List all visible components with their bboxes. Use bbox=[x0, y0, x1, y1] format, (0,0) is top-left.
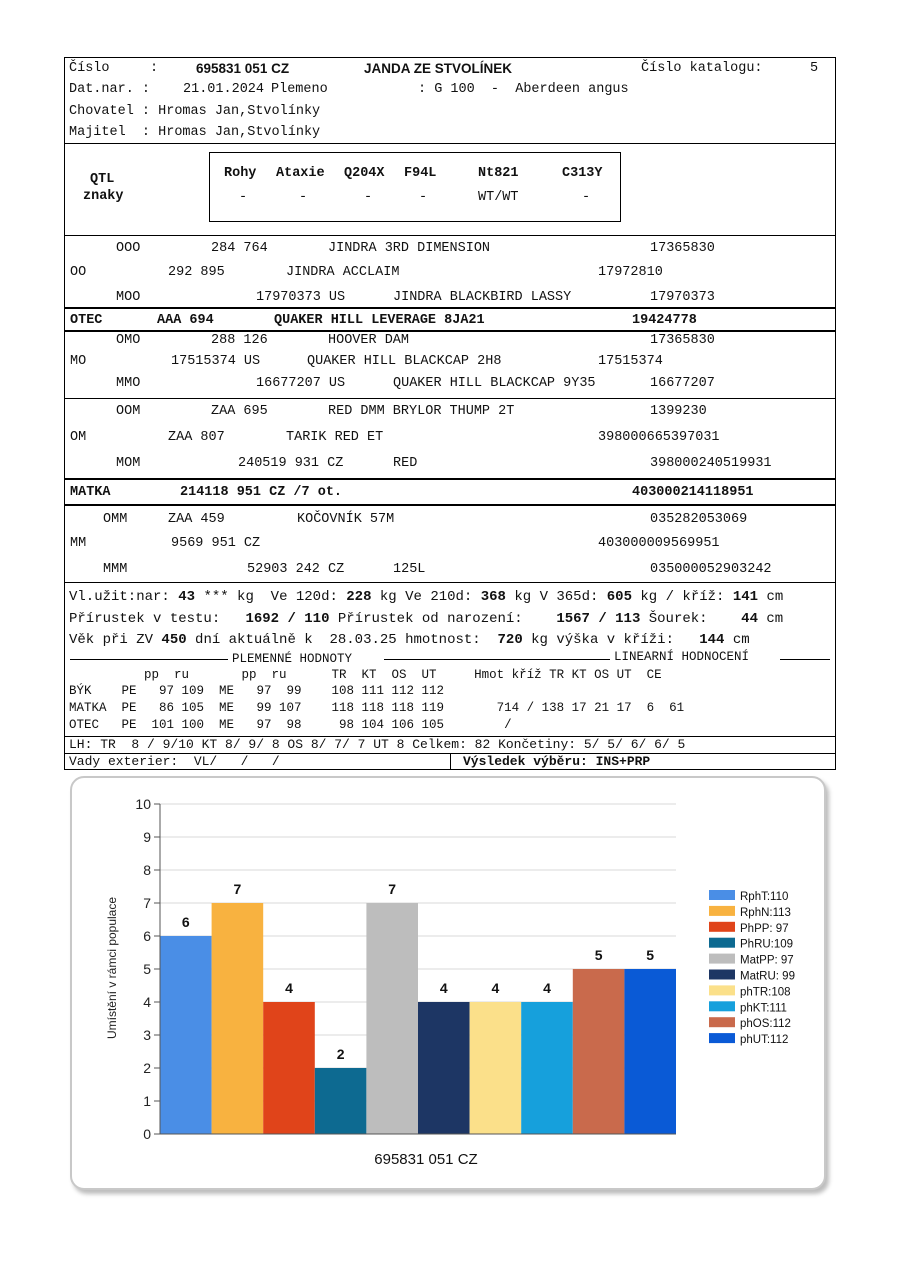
cislo-label: Číslo bbox=[69, 61, 110, 76]
bar-value-label: 5 bbox=[646, 947, 655, 963]
ped-moo-reg: 17970373 bbox=[650, 290, 715, 305]
y-tick-label: 7 bbox=[143, 895, 151, 911]
qtl-col-f94l: F94L bbox=[404, 166, 437, 181]
bar-value-label: 4 bbox=[491, 980, 500, 996]
legend-swatch bbox=[709, 922, 735, 932]
ped-oom-reg: 1399230 bbox=[650, 404, 707, 419]
y-tick-label: 9 bbox=[143, 829, 151, 845]
bar-value-label: 5 bbox=[594, 947, 603, 963]
breeding-subheader: pp ru pp ru TR KT OS UT Hmot kříž TR KT OS UT CE bbox=[69, 668, 662, 682]
ped-omm-code: OMM bbox=[103, 512, 128, 527]
bar-value-label: 2 bbox=[336, 1046, 345, 1062]
y-tick-label: 5 bbox=[143, 961, 151, 977]
bar-value-label: 6 bbox=[181, 914, 190, 930]
performance-weights: Vl.užit:nar: 43 *** kg Ve 120d: 228 kg Ve 210d: 368 kg V 365d: 605 kg / kříž: 141 cm bbox=[69, 589, 784, 605]
qtl-val-c313y: - bbox=[582, 190, 591, 205]
legend-swatch bbox=[709, 938, 735, 948]
ped-mmo-id: 16677207 US bbox=[256, 376, 346, 391]
animal-name: JANDA ZE STVOLÍNEK bbox=[364, 61, 513, 76]
x-axis-label: 695831 051 CZ bbox=[374, 1151, 478, 1168]
ped-om-code: OM bbox=[70, 430, 87, 445]
breeder: Chovatel : Hromas Jan,Stvolínky bbox=[69, 104, 321, 119]
ped-ooo-id: 284 764 bbox=[211, 241, 268, 256]
animal-number: 695831 051 CZ bbox=[196, 61, 290, 76]
legend-swatch bbox=[709, 890, 735, 900]
exterior-defects: Vady exterier: VL/ / / bbox=[69, 754, 280, 769]
y-tick-label: 10 bbox=[135, 796, 151, 812]
legend-entry: RphT:110 bbox=[740, 891, 789, 903]
ped-mom-code: MOM bbox=[116, 456, 141, 471]
bar-2 bbox=[212, 903, 264, 1134]
ped-oom-id: ZAA 695 bbox=[211, 404, 268, 419]
ped-mm-id: 9569 951 CZ bbox=[171, 536, 261, 551]
ped-mo-code: MO bbox=[70, 354, 87, 369]
bar-10 bbox=[624, 969, 676, 1134]
qtl-val-nt821: WT/WT bbox=[478, 190, 519, 205]
ped-ooo-name: JINDRA 3RD DIMENSION bbox=[328, 241, 491, 256]
ped-mo-name: QUAKER HILL BLACKCAP 2H8 bbox=[307, 354, 502, 369]
bar-value-label: 4 bbox=[543, 980, 551, 996]
ped-mmm-reg: 035000052903242 bbox=[650, 562, 772, 577]
ped-oom-name: RED DMM BRYLOR THUMP 2T bbox=[328, 404, 515, 419]
ped-ooo-code: OOO bbox=[116, 241, 141, 256]
legend-swatch bbox=[709, 1033, 735, 1043]
ped-ooo-reg: 17365830 bbox=[650, 241, 715, 256]
legend-entry: phOS:112 bbox=[740, 1018, 791, 1031]
legend-entry: phUT:112 bbox=[740, 1034, 789, 1047]
bar-value-label: 4 bbox=[285, 980, 293, 996]
ped-mmm-code: MMM bbox=[103, 562, 128, 577]
bar-value-label: 7 bbox=[388, 881, 397, 897]
bar-value-label: 4 bbox=[439, 980, 448, 996]
ped-omo-reg: 17365830 bbox=[650, 333, 715, 348]
y-tick-label: 2 bbox=[143, 1060, 151, 1076]
linear-eval-title: LINEARNÍ HODNOCENÍ bbox=[614, 650, 750, 664]
ped-matka-code: MATKA bbox=[70, 485, 111, 500]
ped-mmo-code: MMO bbox=[116, 376, 141, 391]
qtl-val-f94l: - bbox=[419, 190, 428, 205]
legend-entry: MatRU: 99 bbox=[740, 970, 795, 983]
bar-6 bbox=[418, 1002, 470, 1134]
qtl-col-nt821: Nt821 bbox=[478, 166, 519, 181]
catalog-label: Číslo katalogu: bbox=[641, 61, 763, 76]
qtl-col-ataxie: Ataxie bbox=[276, 166, 325, 181]
legend-entry: PhRU:109 bbox=[740, 938, 794, 951]
cislo-colon: : bbox=[150, 61, 159, 76]
ped-omm-id: ZAA 459 bbox=[168, 512, 225, 527]
ped-omm-reg: 035282053069 bbox=[650, 512, 748, 527]
qtl-val-q204x: - bbox=[364, 190, 373, 205]
legend-entry: RphN:113 bbox=[740, 906, 791, 919]
birth-date-label: Dat.nar. : bbox=[69, 82, 151, 97]
performance-gain: Přírustek v testu: 1692 / 110 Přírustek od narození: 1567 / 113 Šourek: 44 cm bbox=[69, 611, 784, 627]
legend-swatch bbox=[709, 1001, 735, 1011]
legend-swatch bbox=[709, 906, 735, 916]
legend-swatch bbox=[709, 970, 735, 980]
bar-4 bbox=[315, 1068, 367, 1134]
ped-oo-reg: 17972810 bbox=[598, 265, 663, 280]
breeding-row-byk: BÝK PE 97 109 ME 97 99 108 111 112 112 bbox=[69, 684, 445, 698]
linear-scores: LH: TR 8 / 9/10 KT 8/ 9/ 8 OS 8/ 7/ 7 UT 8 Celkem: 82 Končetiny: 5/ 5/ 6/ 6/ 5 bbox=[69, 737, 686, 752]
qtl-val-ataxie: - bbox=[299, 190, 308, 205]
ped-mm-code: MM bbox=[70, 536, 87, 551]
ped-oom-code: OOM bbox=[116, 404, 141, 419]
breeding-values-title: PLEMENNÉ HODNOTY bbox=[232, 652, 353, 666]
breed-value: : G 100 - Aberdeen angus bbox=[418, 82, 629, 97]
catalog-number: 5 bbox=[810, 61, 819, 76]
ped-matka-id: 214118 951 CZ /7 ot. bbox=[180, 485, 343, 500]
legend-entry: MatPP: 97 bbox=[740, 954, 794, 967]
y-tick-label: 0 bbox=[143, 1126, 151, 1142]
ped-omm-name: KOČOVNÍK 57M bbox=[297, 512, 395, 527]
breeding-row-matka: MATKA PE 86 105 ME 99 107 118 118 118 119 714 / 138 17 21 17 6 61 bbox=[69, 701, 685, 715]
qtl-label: QTL bbox=[90, 172, 115, 187]
ped-mom-name: RED bbox=[393, 456, 418, 471]
bar-value-label: 7 bbox=[233, 881, 242, 897]
ped-om-reg: 398000665397031 bbox=[598, 430, 720, 445]
legend-entry: PhPP: 97 bbox=[740, 922, 789, 935]
ped-moo-name: JINDRA BLACKBIRD LASSY bbox=[393, 290, 572, 305]
ped-om-name: TARIK RED ET bbox=[286, 430, 384, 445]
qtl-label-2: znaky bbox=[83, 189, 124, 204]
bar-1 bbox=[160, 936, 212, 1134]
qtl-col-c313y: C313Y bbox=[562, 166, 603, 181]
ped-mo-reg: 17515374 bbox=[598, 354, 663, 369]
ped-omo-id: 288 126 bbox=[211, 333, 268, 348]
ped-oo-name: JINDRA ACCLAIM bbox=[286, 265, 400, 280]
ped-otec-code: OTEC bbox=[70, 313, 103, 328]
y-tick-label: 8 bbox=[143, 862, 151, 878]
ped-mom-id: 240519 931 CZ bbox=[238, 456, 344, 471]
ped-mm-reg: 403000009569951 bbox=[598, 536, 720, 551]
ped-omo-name: HOOVER DAM bbox=[328, 333, 410, 348]
qtl-val-rohy: - bbox=[239, 190, 248, 205]
ped-matka-reg: 403000214118951 bbox=[632, 485, 754, 500]
bar-5 bbox=[366, 903, 418, 1134]
y-tick-label: 6 bbox=[143, 928, 151, 944]
breeding-row-otec: OTEC PE 101 100 ME 97 98 98 104 106 105 / bbox=[69, 718, 512, 732]
birth-date: 21.01.2024 bbox=[183, 82, 265, 97]
ped-otec-reg: 19424778 bbox=[632, 313, 697, 328]
bar-8 bbox=[521, 1002, 573, 1134]
ped-om-id: ZAA 807 bbox=[168, 430, 225, 445]
y-tick-label: 4 bbox=[143, 994, 151, 1010]
ped-oo-code: OO bbox=[70, 265, 87, 280]
ped-moo-id: 17970373 US bbox=[256, 290, 346, 305]
ped-oo-id: 292 895 bbox=[168, 265, 225, 280]
ped-mo-id: 17515374 US bbox=[171, 354, 261, 369]
ped-otec-name: QUAKER HILL LEVERAGE 8JA21 bbox=[274, 313, 485, 328]
legend-swatch bbox=[709, 954, 735, 964]
legend-swatch bbox=[709, 985, 735, 995]
ped-otec-id: AAA 694 bbox=[157, 313, 214, 328]
bar-3 bbox=[263, 1002, 315, 1134]
y-tick-label: 3 bbox=[143, 1027, 151, 1043]
owner: Majitel : Hromas Jan,Stvolínky bbox=[69, 125, 321, 140]
legend-entry: phKT:111 bbox=[740, 1002, 787, 1015]
ped-mmm-name: 125L bbox=[393, 562, 426, 577]
ped-mmm-id: 52903 242 CZ bbox=[247, 562, 345, 577]
breed-label: Plemeno bbox=[271, 82, 328, 97]
bar-7 bbox=[470, 1002, 522, 1134]
legend-swatch bbox=[709, 1017, 735, 1027]
qtl-col-rohy: Rohy bbox=[224, 166, 257, 181]
ped-omo-code: OMO bbox=[116, 333, 141, 348]
y-axis-label: Umístění v rámci populace bbox=[105, 896, 119, 1040]
qtl-col-q204x: Q204X bbox=[344, 166, 385, 181]
selection-result: Výsledek výběru: INS+PRP bbox=[463, 754, 651, 769]
performance-age: Věk při ZV 450 dní aktuálně k 28.03.25 hmotnost: 720 kg výška v kříži: 144 cm bbox=[69, 632, 750, 648]
bar-9 bbox=[573, 969, 625, 1134]
ped-mmo-reg: 16677207 bbox=[650, 376, 715, 391]
ped-mom-reg: 398000240519931 bbox=[650, 456, 772, 471]
ped-moo-code: MOO bbox=[116, 290, 141, 305]
ped-mmo-name: QUAKER HILL BLACKCAP 9Y35 bbox=[393, 376, 596, 391]
y-tick-label: 1 bbox=[143, 1093, 151, 1109]
legend-entry: phTR:108 bbox=[740, 986, 791, 999]
